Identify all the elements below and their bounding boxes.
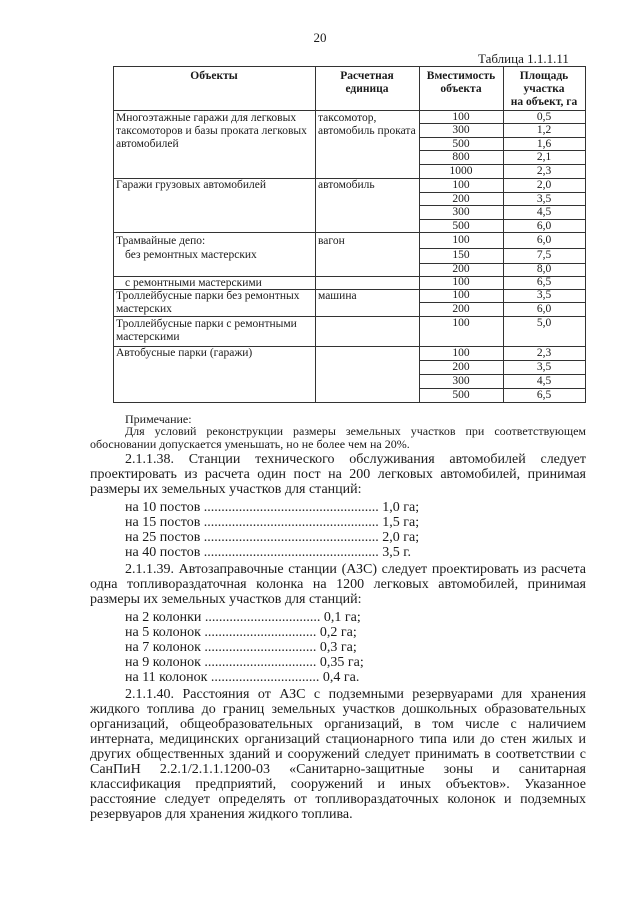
capacity-cell: 500 [452,389,470,401]
capacity-cell: 100 [452,111,470,123]
header-area-line3: на объект, га [510,96,578,108]
capacity-cell: 100 [452,289,470,301]
area-cell: 8,0 [536,263,552,275]
capacity-cell: 200 [452,263,470,275]
area-cell: 0,5 [536,111,552,123]
table-border-right [585,66,586,403]
paragraph-2-1-1-40: 2.1.1.40. Расстояния от АЗС с подземными резервуарами для хранения жидкого топлива до границ земельных участков дошкольных образовательных организаций, общеобразовательных организаций, в том числе с наличием интерната, медицинских организаций стационарного типа или до стен жилых и других общественных зданий и сооружений следует принимать в соответствии с СанПиН 2.2.1/2.1.1.1200-03 «Санитарно-защитные зоны и санитарная классификация предприятий, сооружений и иных объектов». Указанное расстояние следует определять от топливораздаточных колонок и подземных резервуаров для хранения жидкого топлива. [90,687,586,822]
table-col-divider [315,66,316,403]
area-cell: 3,5 [536,193,552,205]
capacity-cell: 300 [452,206,470,218]
list-item: на 7 колонок ................................ 0,3 га; [125,640,357,655]
object-subcell: без ремонтных мастерских [125,249,257,261]
table-border-bottom [113,402,586,403]
area-cell: 2,1 [536,151,552,163]
capacity-cell: 200 [452,193,470,205]
paragraph-2-1-1-38: 2.1.1.38. Станции технического обслуживания автомобилей следует проектировать из расчета один пост на 200 легковых автомобилей, принимая размеры их земельных участков для станций: [90,452,586,497]
list-item: на 10 постов .................................................. 1,0 га; [125,500,420,515]
object-cell: Троллейбусные парки с ремонтными мастерскими [116,318,297,343]
header-capacity-line2: объекта [440,83,482,95]
area-cell: 6,0 [536,303,552,315]
capacity-cell: 300 [452,124,470,136]
object-cell: Троллейбусные парки без ремонтных мастерских [116,290,300,315]
header-objects: Объекты [190,70,238,82]
area-cell: 6,0 [536,234,552,246]
area-cell: 6,0 [536,220,552,232]
capacity-cell: 100 [452,234,470,246]
header-unit-line1: Расчетная [340,70,394,82]
header-unit-line2: единица [345,83,389,95]
list-item: на 11 колонок ............................... 0,4 га. [125,670,360,685]
capacity-cell: 800 [452,151,470,163]
object-cell: Многоэтажные гаражи для легковых таксомоторов и базы проката легковых автомобилей [116,112,307,150]
capacity-cell: 300 [452,375,470,387]
area-cell: 1,6 [536,138,552,150]
unit-cell: автомобиль [318,179,375,191]
note-text: Для условий реконструкции размеры земельных участков при соответствующем обосновании допускается уменьшать, но не более чем на 20%. [90,424,586,451]
unit-cell: машина [318,290,357,302]
object-cell: Трамвайные депо: [116,235,206,247]
table-caption: Таблица 1.1.1.11 [478,51,569,66]
header-capacity-line1: Вместимость [426,70,496,82]
unit-cell: таксомотор, автомобиль проката [318,112,416,137]
area-cell: 2,3 [536,347,552,359]
object-subcell: с ремонтными мастерскими [125,277,262,289]
capacity-cell: 500 [452,138,470,150]
list-item: на 9 колонок ................................ 0,35 га; [125,655,364,670]
note-label: Примечание: [125,412,192,426]
list-item: на 5 колонок ................................ 0,2 га; [125,625,357,640]
capacity-cell: 150 [452,249,470,261]
table-border-top [113,66,586,67]
capacity-cell: 500 [452,220,470,232]
capacity-cell: 100 [452,347,470,359]
land-area-table [113,66,586,403]
page-number: 20 [313,30,327,45]
capacity-cell: 100 [452,179,470,191]
list-item: на 40 постов .................................................. 3,5 г. [125,545,411,560]
area-cell: 6,5 [536,389,552,401]
area-cell: 3,5 [536,289,552,301]
object-cell: Автобусные парки (гаражи) [116,347,253,359]
area-cell: 2,0 [536,179,552,191]
list-item: на 25 постов .................................................. 2,0 га; [125,530,420,545]
area-cell: 4,5 [536,375,552,387]
area-cell: 3,5 [536,361,552,373]
area-cell: 4,5 [536,206,552,218]
paragraph-2-1-1-39: 2.1.1.39. Автозаправочные станции (АЗС) следует проектировать из расчета одна топливораздаточная колонка на 1200 легковых автомобилей, принимая размеры их земельных участков для станций: [90,562,586,607]
area-cell: 1,2 [536,124,552,136]
object-cell: Гаражи грузовых автомобилей [116,179,267,191]
table-border-left [113,66,114,403]
area-cell: 2,3 [536,165,552,177]
list-item: на 2 колонки ................................. 0,1 га; [125,610,361,625]
header-area-line2: участка [523,83,565,95]
area-cell: 7,5 [536,249,552,261]
list-item: на 15 постов .................................................. 1,5 га; [125,515,420,530]
area-cell: 5,0 [536,317,552,329]
capacity-cell: 1000 [449,165,473,177]
capacity-cell: 200 [452,303,470,315]
header-area-line1: Площадь [519,70,569,82]
capacity-cell: 200 [452,361,470,373]
capacity-cell: 100 [452,276,470,288]
area-cell: 6,5 [536,276,552,288]
capacity-cell: 100 [452,317,470,329]
unit-cell: вагон [318,235,345,247]
